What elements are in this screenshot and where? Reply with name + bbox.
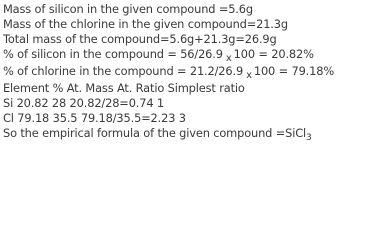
total-mass-line: Total mass of the compound=5.6g+21.3g=26.9g	[3, 32, 277, 46]
multiply-sign: x	[246, 70, 252, 81]
chlorine-percent-line	[3, 64, 371, 81]
silicon-mass-line: Mass of silicon in the given compound =5.6g	[3, 2, 253, 16]
silicon-percent-result: 100 = 20.82%	[233, 47, 314, 61]
silicon-percent-line	[3, 47, 371, 64]
chlorine-mass-line: Mass of the chlorine in the given compound=21.3g	[3, 17, 288, 31]
empirical-formula-text: So the empirical formula of the given compound =SiCl	[3, 126, 307, 140]
ratio-table-row-si: Si 20.82 28 20.82/28=0.74 1	[3, 96, 165, 110]
chlorine-percent-expression: % of chlorine in the compound = 21.2/26.9	[3, 64, 244, 78]
formula-subscript: 3	[306, 133, 312, 143]
chlorine-percent-result: 100 = 79.18%	[253, 64, 335, 78]
solution-text	[3, 2, 371, 141]
ratio-table-row-cl: Cl 79.18 35.5 79.18/35.5=2.23 3	[3, 111, 186, 125]
empirical-formula-line	[3, 126, 371, 141]
silicon-percent-expression: % of silicon in the compound = 56/26.9	[3, 47, 223, 61]
multiply-sign: x	[225, 53, 232, 64]
ratio-table-header: Element % At. Mass At. Ratio Simplest ratio	[3, 81, 245, 95]
